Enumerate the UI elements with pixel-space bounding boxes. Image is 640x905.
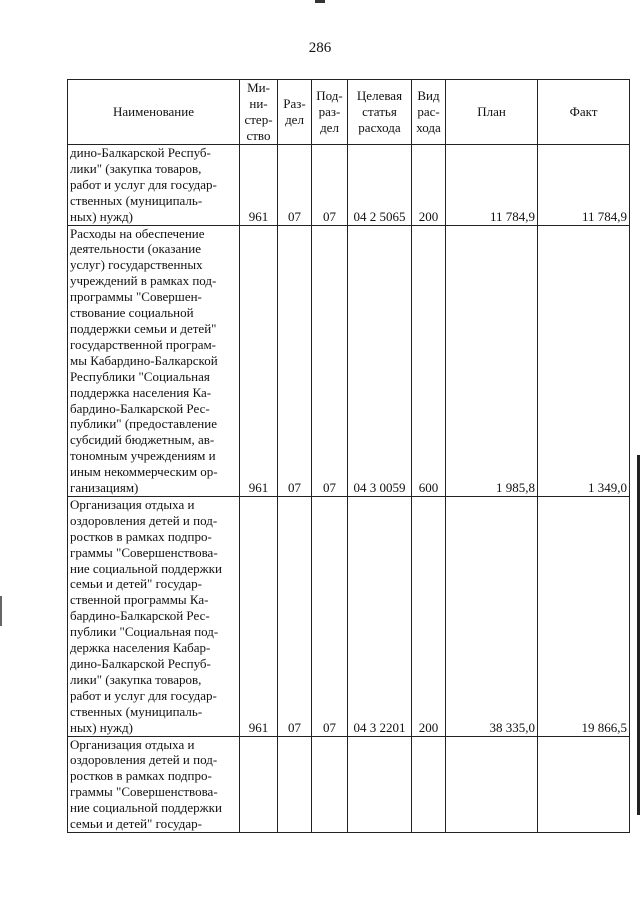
row-expense-type: 200 bbox=[412, 145, 446, 226]
row-target-item: 04 3 0059 bbox=[348, 225, 412, 496]
row-section: 07 bbox=[278, 496, 312, 736]
table-header-row bbox=[68, 80, 630, 145]
row-target-item: 04 3 2201 bbox=[348, 496, 412, 736]
row-section: 07 bbox=[278, 145, 312, 226]
row-name: Расходы на обеспечение деятельности (оказание услуг) государственных учреждений в рамках под- программы "Совершен- ствование социальной поддержки семьи и детей" государственной програм- мы Кабардино-Балкарской Республики "Социальная поддержка населения Ка- бардино-Балкарской Рес- публики" (предоставление субсидий бюджетным, ав- тономным учреждениям и иным некоммерческим ор- ганизациям) bbox=[68, 225, 240, 496]
row-expense-type: 200 bbox=[412, 496, 446, 736]
row-plan bbox=[446, 736, 538, 832]
row-ministry: 961 bbox=[240, 225, 278, 496]
row-plan: 1 985,8 bbox=[446, 225, 538, 496]
row-name: дино-Балкарской Респуб- лики" (закупка товаров, работ и услуг для государ- ственных (муниципаль- ных) нужд) bbox=[68, 145, 240, 226]
table-row bbox=[68, 496, 630, 736]
row-subsection: 07 bbox=[312, 496, 348, 736]
row-subsection bbox=[312, 736, 348, 832]
row-fact: 1 349,0 bbox=[538, 225, 630, 496]
row-ministry: 961 bbox=[240, 496, 278, 736]
row-ministry: 961 bbox=[240, 145, 278, 226]
table-row bbox=[68, 225, 630, 496]
top-page-mark bbox=[315, 0, 325, 3]
row-section: 07 bbox=[278, 225, 312, 496]
row-section bbox=[278, 736, 312, 832]
row-fact: 19 866,5 bbox=[538, 496, 630, 736]
table-row bbox=[68, 145, 630, 226]
header-fact: Факт bbox=[538, 80, 630, 145]
header-target-item: Целевая статья расхода bbox=[348, 80, 412, 145]
row-subsection: 07 bbox=[312, 145, 348, 226]
row-expense-type bbox=[412, 736, 446, 832]
row-fact: 11 784,9 bbox=[538, 145, 630, 226]
header-name: Наименование bbox=[68, 80, 240, 145]
scan-edge-tick bbox=[0, 596, 2, 626]
row-target-item: 04 2 5065 bbox=[348, 145, 412, 226]
row-name: Организация отдыха и оздоровления детей и под- ростков в рамках подпро- граммы "Совершенствова- ние социальной поддержки семьи и детей" государ- bbox=[68, 736, 240, 832]
row-target-item bbox=[348, 736, 412, 832]
row-expense-type: 600 bbox=[412, 225, 446, 496]
header-section: Раз- дел bbox=[278, 80, 312, 145]
header-subsection: Под- раз- дел bbox=[312, 80, 348, 145]
page-number: 286 bbox=[308, 40, 332, 56]
budget-table bbox=[67, 79, 630, 833]
row-name: Организация отдыха и оздоровления детей и под- ростков в рамках подпро- граммы "Совершенствова- ние социальной поддержки семьи и детей" государ- ственной программы Ка- бардино-Балкарской Рес- публики "Социальная под- держка населения Кабар- дино-Балкарской Респуб- лики" (закупка товаров, работ и услуг для государ- ственных (муниципаль- ных) нужд) bbox=[68, 496, 240, 736]
header-ministry: Ми- ни- стер- ство bbox=[240, 80, 278, 145]
row-plan: 38 335,0 bbox=[446, 496, 538, 736]
row-ministry bbox=[240, 736, 278, 832]
row-fact bbox=[538, 736, 630, 832]
row-subsection: 07 bbox=[312, 225, 348, 496]
row-plan: 11 784,9 bbox=[446, 145, 538, 226]
table-row bbox=[68, 736, 630, 832]
header-expense-type: Вид рас- хода bbox=[412, 80, 446, 145]
header-plan: План bbox=[446, 80, 538, 145]
